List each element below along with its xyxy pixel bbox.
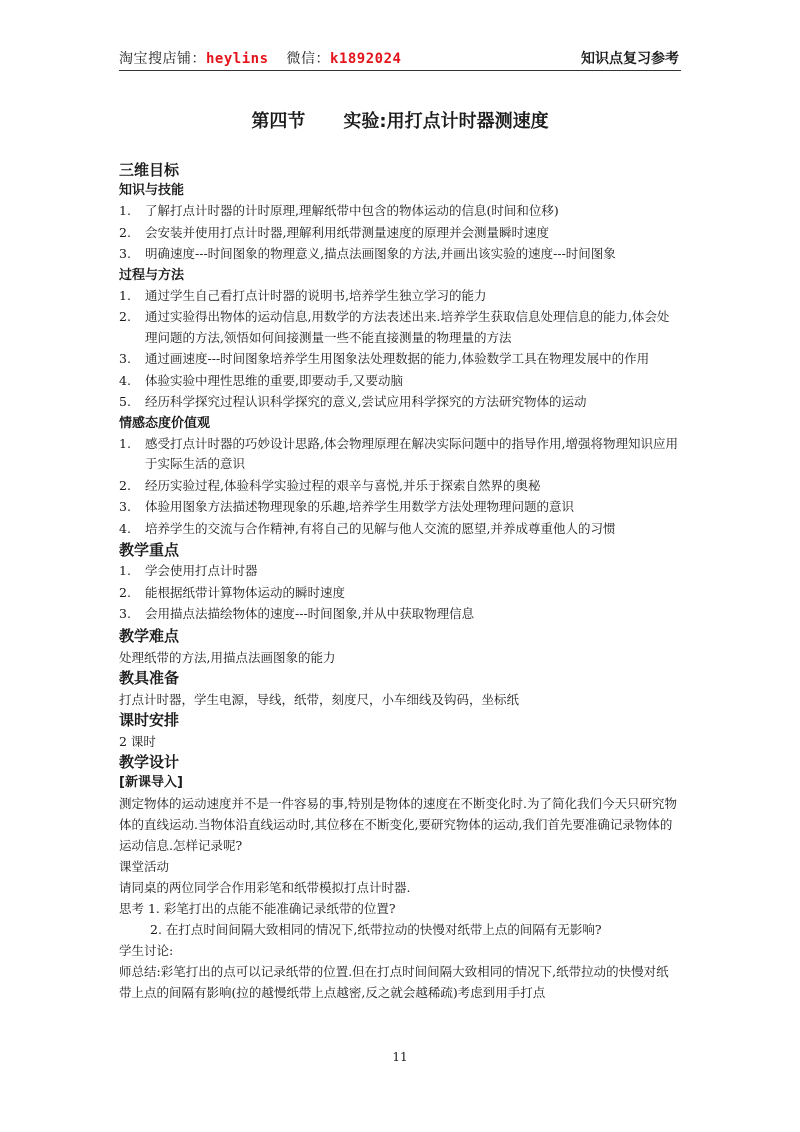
list-text: 了解打点计时器的计时原理,理解纸带中包含的物体运动的信息(时间和位移) xyxy=(145,203,559,218)
list-text: 通过学生自己看打点计时器的说明书,培养学生独立学习的能力 xyxy=(145,287,487,303)
list-number: 4. xyxy=(119,372,131,388)
knowledge-heading: 知识与技能 xyxy=(119,183,185,198)
goals-heading: 三维目标 xyxy=(119,161,180,179)
equipment-text: 打点计时器，学生电源，导线，纸带，刻度尺，小车细线及钩码，坐标纸 xyxy=(119,691,520,707)
difficulty-text: 处理纸带的方法,用描点法画图象的能力 xyxy=(119,649,336,665)
difficulty-heading: 教学难点 xyxy=(119,626,180,645)
title-name: 实验:用打点计时器测速度 xyxy=(343,111,549,132)
intro-tag: [新课导入] xyxy=(119,774,183,790)
list-number: 3. xyxy=(119,246,131,261)
schedule-heading: 课时安排 xyxy=(119,710,180,729)
list-number: 1. xyxy=(119,563,131,578)
key-points-heading: 教学重点 xyxy=(119,541,180,559)
list-number: 3. xyxy=(119,351,131,366)
list-item xyxy=(119,307,681,348)
list-number: 4. xyxy=(119,520,131,536)
list-text: 感受打点计时器的巧妙设计思路,体会物理原理在解决实际问题中的指导作用,增强将物理知识应用于实际生活的意识 xyxy=(145,435,678,471)
list-number: 2. xyxy=(119,224,131,240)
title-section: 第四节 xyxy=(251,111,306,132)
list-text: 培养学生的交流与合作精神,有将自己的见解与他人交流的愿望,并养成尊重他人的习惯 xyxy=(145,520,616,536)
list-number: 3. xyxy=(119,499,131,514)
list-text: 会安装并使用打点计时器,理解利用纸带测量速度的原理并会测量瞬时速度 xyxy=(145,224,549,240)
list-item xyxy=(119,244,681,265)
list-item xyxy=(119,371,681,392)
list-item xyxy=(119,434,681,475)
list-item xyxy=(119,201,681,222)
list-text: 会用描点法描绘物体的速度---时间图象,并从中获取物理信息 xyxy=(145,606,475,621)
list-item xyxy=(119,476,681,497)
list-text: 能根据纸带计算物体运动的瞬时速度 xyxy=(145,584,346,600)
emotion-heading: 情感态度价值观 xyxy=(119,415,211,431)
equipment-heading: 教具准备 xyxy=(119,668,180,687)
list-text: 学会使用打点计时器 xyxy=(145,563,258,578)
schedule-text: 2 课时 xyxy=(119,733,156,749)
header-shop-info xyxy=(119,48,401,68)
list-number: 1. xyxy=(119,287,131,303)
list-text: 经历科学探究过程认识科学探究的意义,尝试应用科学探究的方法研究物体的运动 xyxy=(145,394,587,409)
list-item xyxy=(119,349,681,370)
document-body xyxy=(119,160,681,1003)
list-item xyxy=(119,604,681,625)
summary-text: 师总结:彩笔打出的点可以记录纸带的位置.但在打点时间间隔大致相同的情况下,纸带拉动的快慢对纸带上点的间隔有影响(拉的越慢纸带上点越密,反之就会越稀疏)考虑到用手打点 xyxy=(119,963,669,1000)
list-item xyxy=(119,561,681,582)
shop-name: heylins xyxy=(206,51,269,67)
list-number: 3. xyxy=(119,606,131,621)
list-text: 通过实验得出物体的运动信息,用数学的方法表述出来.培养学生获取信息处理信息的能力,体会处理问题的方法,领悟如何间接测量一些不能直接测量的物理量的方法 xyxy=(145,309,670,345)
intro-text: 测定物体的运动速度并不是一件容易的事,特别是物体的速度在不断变化时.为了简化我们今天只研究物体的直线运动.当物体沿直线运动时,其位移在不断变化,要研究物体的运动,我们首先要准确记录物体的运动信息.怎样记录呢? xyxy=(119,795,677,853)
list-number: 5. xyxy=(119,394,131,409)
header-right-text: 知识点复习参考 xyxy=(581,51,679,67)
list-number: 2. xyxy=(119,584,131,600)
list-text: 经历实验过程,体验科学实验过程的艰辛与喜悦,并乐于探索自然界的奥秘 xyxy=(145,477,541,493)
process-heading: 过程与方法 xyxy=(119,267,185,283)
document-title xyxy=(0,107,800,133)
activity-label: 课堂活动 xyxy=(119,858,170,874)
list-text: 体验实验中理性思维的重要,即要动手,又要动脑 xyxy=(145,372,403,388)
list-text: 体验用图象方法描述物理现象的乐趣,培养学生用数学方法处理物理问题的意识 xyxy=(145,499,574,514)
list-number: 1. xyxy=(119,203,131,218)
activity-text: 请同桌的两位同学合作用彩笔和纸带模拟打点计时器. xyxy=(119,879,411,895)
wechat-id: k1892024 xyxy=(330,51,402,67)
page-number: 11 xyxy=(392,1050,408,1064)
discussion-label: 学生讨论: xyxy=(119,942,174,958)
page-header xyxy=(119,44,681,71)
list-item xyxy=(119,583,681,604)
list-item xyxy=(119,497,681,518)
list-number: 1. xyxy=(119,435,131,451)
shop-label: 淘宝搜店铺： xyxy=(119,51,206,67)
list-number: 2. xyxy=(119,477,131,493)
list-text: 明确速度---时间图象的物理意义,描点法画图象的方法,并画出该实验的速度---时间图象 xyxy=(145,246,616,261)
list-item xyxy=(119,223,681,244)
question-2: 2. 在打点时间间隔大致相同的情况下,纸带拉动的快慢对纸带上点的间隔有无影响? xyxy=(150,921,602,937)
list-item xyxy=(119,286,681,307)
design-heading: 教学设计 xyxy=(119,752,180,771)
list-item xyxy=(119,519,681,540)
list-text: 通过画速度---时间图象培养学生用图象法处理数据的能力,体验数学工具在物理发展中的作用 xyxy=(145,351,650,366)
list-number: 2. xyxy=(119,309,131,324)
wechat-label: 微信： xyxy=(286,51,331,67)
list-item xyxy=(119,392,681,413)
question-1: 思考 1. 彩笔打出的点能不能准确记录纸带的位置? xyxy=(119,900,396,916)
